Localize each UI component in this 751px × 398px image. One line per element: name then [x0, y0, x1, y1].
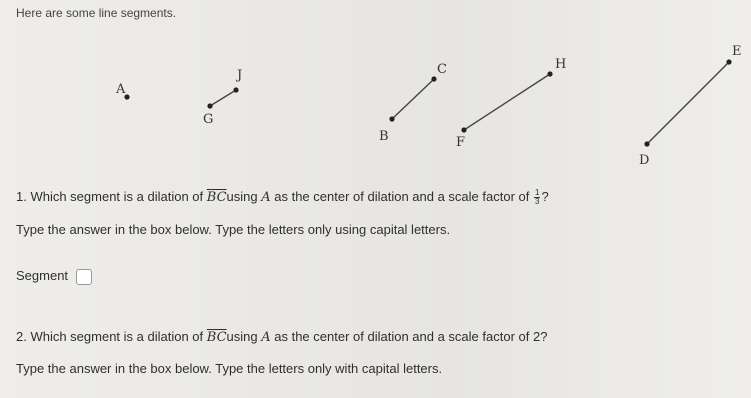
answer-row-1 [16, 268, 92, 285]
question-2 [16, 329, 547, 345]
segment-bc-label-2: $\overline{BC}$ [206, 330, 227, 345]
question-1-suffix: as the center of dilation and a scale factor of [274, 189, 530, 204]
point-h [547, 71, 552, 76]
question-1 [16, 189, 549, 206]
label-c: C [437, 62, 447, 77]
label-b: B [379, 129, 389, 144]
question-2-prefix: 2. Which segment is a dilation of [16, 329, 204, 344]
label-e: E [732, 44, 742, 59]
label-h: H [555, 57, 567, 72]
label-f: F [456, 135, 466, 150]
center-a-label: A [261, 190, 271, 205]
point-e [726, 59, 731, 64]
question-1-prefix: 1. Which segment is a dilation of [16, 189, 204, 204]
question-2-instruction: Type the answer in the box below. Type the letters only with capital letters. [16, 361, 443, 376]
label-j: J [237, 68, 243, 83]
question-1-instruction: Type the answer in the box below. Type the letters only using capital letters. [16, 222, 451, 237]
point-g [207, 103, 212, 108]
question-2-using: using [226, 329, 258, 344]
question-1-using: using [226, 189, 258, 204]
fraction-denominator: 3 [534, 197, 540, 207]
segment-de [647, 62, 729, 144]
segment-bc-label: $\overline{BC}$ [206, 190, 227, 205]
segment-answer-input[interactable] [76, 269, 92, 285]
segments-figure [0, 0, 751, 175]
question-1-end: ? [541, 189, 549, 204]
intro-text: Here are some line segments. [16, 6, 177, 20]
center-a-label-2: A [261, 330, 271, 345]
point-b [389, 116, 394, 121]
label-g: G [203, 112, 214, 127]
segment-gj [210, 90, 236, 106]
fraction-numerator: 1 [534, 188, 540, 198]
segment-bc [392, 79, 434, 119]
label-a: A [116, 82, 126, 97]
label-d: D [639, 153, 650, 168]
point-d [644, 141, 649, 146]
segment-fh [464, 74, 550, 130]
question-2-suffix: as the center of dilation and a scale factor of 2? [274, 329, 548, 344]
scale-factor-fraction [534, 189, 540, 206]
segment-answer-label: Segment [16, 268, 69, 283]
point-f [461, 127, 466, 132]
point-j [233, 87, 238, 92]
point-c [431, 76, 436, 81]
